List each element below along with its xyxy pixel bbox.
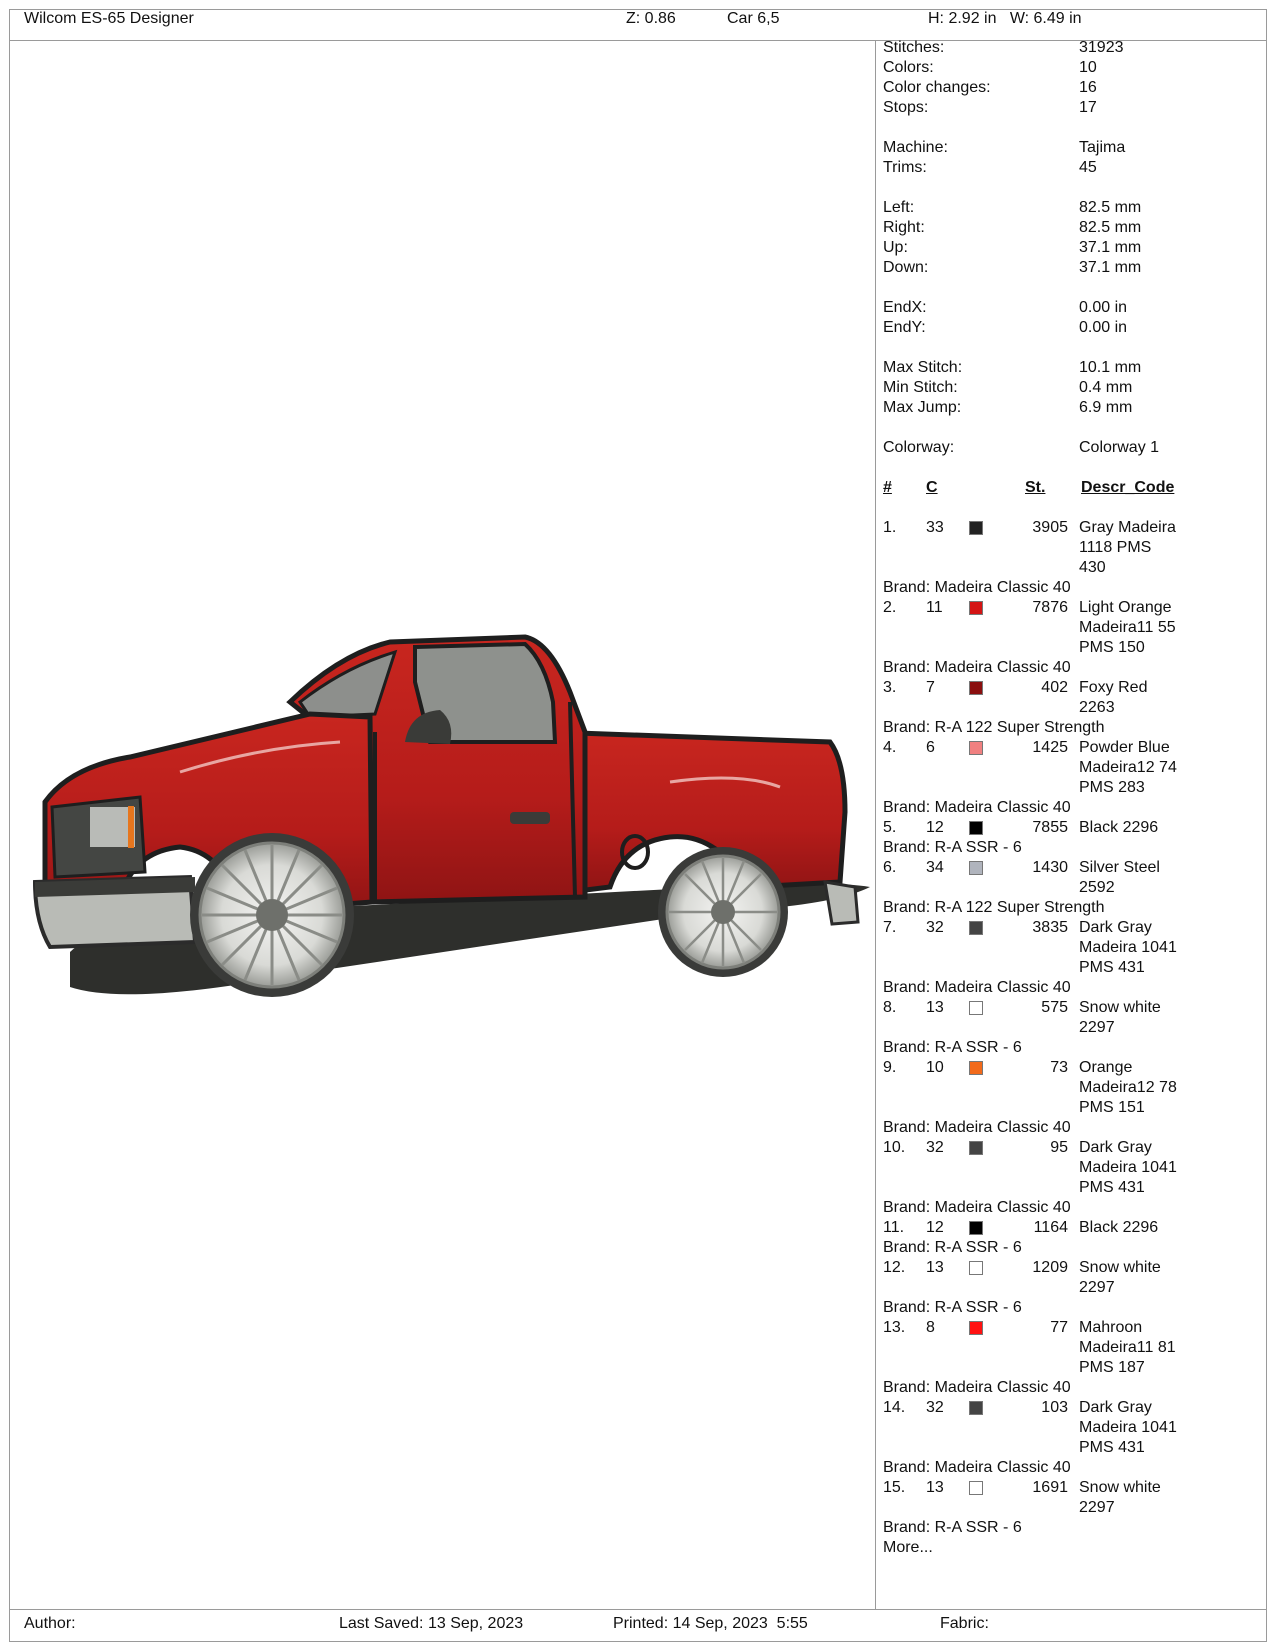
- color-changes-value: 16: [1079, 79, 1097, 96]
- rear-wheel: [658, 847, 788, 977]
- col-header-code: C: [926, 479, 938, 496]
- thread-description: 1118 PMS: [1079, 539, 1152, 556]
- max-stitch-label: Max Stitch:: [883, 359, 963, 376]
- thread-description: 2297: [1079, 1019, 1115, 1036]
- thread-brand: Brand: Madeira Classic 40: [883, 799, 1071, 816]
- thread-description: 2263: [1079, 699, 1115, 716]
- colors-label: Colors:: [883, 59, 934, 76]
- stitch-count: 3905: [1032, 519, 1068, 536]
- color-swatch: [969, 741, 983, 755]
- thread-description: Madeira 1041: [1079, 1419, 1177, 1436]
- thread-brand: Brand: Madeira Classic 40: [883, 579, 1071, 596]
- up-value: 37.1 mm: [1079, 239, 1142, 256]
- down-label: Down:: [883, 259, 929, 276]
- color-code: 12: [926, 819, 944, 836]
- color-code: 34: [926, 859, 944, 876]
- thread-description: PMS 150: [1079, 639, 1145, 656]
- stitch-count: 575: [1041, 999, 1068, 1016]
- stitch-count: 402: [1041, 679, 1068, 696]
- stops-label: Stops:: [883, 99, 929, 116]
- color-code: 6: [926, 739, 935, 756]
- machine-label: Machine:: [883, 139, 948, 156]
- thread-brand: Brand: R-A 122 Super Strength: [883, 719, 1105, 736]
- left-value: 82.5 mm: [1079, 199, 1142, 216]
- color-index: 6.: [883, 859, 897, 876]
- thread-description: Madeira11 81: [1079, 1339, 1176, 1356]
- thread-brand: Brand: Madeira Classic 40: [883, 979, 1071, 996]
- stitch-count: 1691: [1032, 1479, 1068, 1496]
- color-code: 11: [926, 599, 943, 616]
- fabric-label: Fabric:: [940, 1615, 989, 1632]
- color-code: 33: [926, 519, 944, 536]
- app-title: Wilcom ES-65 Designer: [24, 10, 194, 27]
- color-changes-label: Color changes:: [883, 79, 991, 96]
- color-code: 32: [926, 919, 944, 936]
- color-swatch: [969, 601, 983, 615]
- down-value: 37.1 mm: [1079, 259, 1142, 276]
- color-swatch: [969, 1221, 983, 1235]
- colorway-value: Colorway 1: [1079, 439, 1160, 456]
- color-code: 32: [926, 1399, 944, 1416]
- color-index: 4.: [883, 739, 897, 756]
- thread-brand: Brand: Madeira Classic 40: [883, 1119, 1071, 1136]
- stitch-count: 1425: [1032, 739, 1068, 756]
- machine-value: Tajima: [1079, 139, 1126, 156]
- thread-brand: Brand: R-A SSR - 6: [883, 1039, 1022, 1056]
- thread-description: Light Orange: [1079, 599, 1172, 616]
- thread-description: Madeira12 78: [1079, 1079, 1177, 1096]
- col-header-stitches: St.: [1025, 479, 1046, 496]
- col-header-num: #: [883, 479, 892, 496]
- color-index: 3.: [883, 679, 897, 696]
- trims-label: Trims:: [883, 159, 927, 176]
- design-name: Car 6,5: [727, 10, 780, 27]
- stitch-count: 7855: [1032, 819, 1068, 836]
- color-code: 7: [926, 679, 935, 696]
- up-label: Up:: [883, 239, 908, 256]
- thread-brand: Brand: Madeira Classic 40: [883, 659, 1071, 676]
- color-index: 12.: [883, 1259, 906, 1276]
- stitch-count: 95: [1050, 1139, 1068, 1156]
- max-jump-label: Max Jump:: [883, 399, 962, 416]
- thread-description: PMS 151: [1079, 1099, 1145, 1116]
- thread-description: Orange: [1079, 1059, 1133, 1076]
- endy-label: EndY:: [883, 319, 926, 336]
- stops-value: 17: [1079, 99, 1097, 116]
- color-code: 8: [926, 1319, 935, 1336]
- stitch-count: 1209: [1032, 1259, 1068, 1276]
- thread-description: Dark Gray: [1079, 1399, 1152, 1416]
- thread-description: Gray Madeira: [1079, 519, 1176, 536]
- stitch-count: 3835: [1032, 919, 1068, 936]
- color-index: 14.: [883, 1399, 906, 1416]
- min-stitch-value: 0.4 mm: [1079, 379, 1133, 396]
- color-swatch: [969, 1321, 983, 1335]
- thread-brand: Brand: R-A 122 Super Strength: [883, 899, 1105, 916]
- thread-description: PMS 283: [1079, 779, 1145, 796]
- color-swatch: [969, 861, 983, 875]
- thread-brand: Brand: R-A SSR - 6: [883, 839, 1022, 856]
- color-swatch: [969, 1141, 983, 1155]
- right-label: Right:: [883, 219, 925, 236]
- endy-value: 0.00 in: [1079, 319, 1128, 336]
- thread-description: 2297: [1079, 1499, 1115, 1516]
- stitches-label: Stitches:: [883, 39, 945, 56]
- color-index: 1.: [883, 519, 897, 536]
- thread-description: PMS 187: [1079, 1359, 1145, 1376]
- thread-description: Powder Blue: [1079, 739, 1170, 756]
- col-header-descr: Descr_Code: [1081, 479, 1175, 496]
- thread-description: Dark Gray: [1079, 919, 1152, 936]
- thread-description: Mahroon: [1079, 1319, 1143, 1336]
- max-stitch-value: 10.1 mm: [1079, 359, 1142, 376]
- color-swatch: [969, 521, 983, 535]
- stitch-count: 1164: [1033, 1219, 1068, 1236]
- color-swatch: [969, 1061, 983, 1075]
- thread-description: Madeira 1041: [1079, 1159, 1177, 1176]
- thread-description: Madeira12 74: [1079, 759, 1177, 776]
- truck-illustration: [35, 637, 870, 997]
- author-label: Author:: [24, 1615, 76, 1632]
- color-swatch: [969, 921, 983, 935]
- color-index: 10.: [883, 1139, 906, 1156]
- thread-description: Dark Gray: [1079, 1139, 1152, 1156]
- right-value: 82.5 mm: [1079, 219, 1142, 236]
- color-swatch: [969, 1401, 983, 1415]
- color-index: 8.: [883, 999, 897, 1016]
- color-swatch: [969, 1261, 983, 1275]
- color-swatch: [969, 681, 983, 695]
- stitch-count: 7876: [1032, 599, 1068, 616]
- stitch-count: 1430: [1032, 859, 1068, 876]
- thread-description: 2297: [1079, 1279, 1115, 1296]
- colorway-label: Colorway:: [883, 439, 955, 456]
- thread-brand: Brand: Madeira Classic 40: [883, 1199, 1071, 1216]
- more-link: More...: [883, 1539, 933, 1556]
- thread-description: PMS 431: [1079, 1179, 1145, 1196]
- panel-divider: [875, 41, 876, 1609]
- thread-description: Snow white: [1079, 1479, 1161, 1496]
- printed-date: Printed: 14 Sep, 2023 5:55: [613, 1615, 808, 1632]
- thread-brand: Brand: R-A SSR - 6: [883, 1239, 1022, 1256]
- last-saved: Last Saved: 13 Sep, 2023: [339, 1615, 524, 1632]
- color-index: 13.: [883, 1319, 906, 1336]
- color-index: 2.: [883, 599, 897, 616]
- zoom-level: Z: 0.86: [626, 10, 676, 27]
- color-swatch: [969, 821, 983, 835]
- thread-description: 430: [1079, 559, 1106, 576]
- color-code: 12: [926, 1219, 944, 1236]
- design-preview: [10, 42, 874, 1608]
- stitches-value: 31923: [1079, 39, 1124, 56]
- max-jump-value: 6.9 mm: [1079, 399, 1133, 416]
- thread-description: 2592: [1079, 879, 1115, 896]
- color-code: 13: [926, 1259, 944, 1276]
- thread-description: Black 2296: [1079, 1219, 1159, 1236]
- stitch-count: 73: [1050, 1059, 1068, 1076]
- thread-description: PMS 431: [1079, 1439, 1145, 1456]
- color-index: 9.: [883, 1059, 897, 1076]
- front-wheel: [190, 833, 354, 997]
- thread-description: PMS 431: [1079, 959, 1145, 976]
- min-stitch-label: Min Stitch:: [883, 379, 958, 396]
- color-swatch: [969, 1481, 983, 1495]
- thread-brand: Brand: Madeira Classic 40: [883, 1459, 1071, 1476]
- thread-brand: Brand: Madeira Classic 40: [883, 1379, 1071, 1396]
- color-index: 15.: [883, 1479, 906, 1496]
- color-index: 5.: [883, 819, 897, 836]
- trims-value: 45: [1079, 159, 1097, 176]
- color-code: 13: [926, 999, 944, 1016]
- color-code: 32: [926, 1139, 944, 1156]
- thread-description: Silver Steel: [1079, 859, 1160, 876]
- color-swatch: [969, 1001, 983, 1015]
- thread-brand: Brand: R-A SSR - 6: [883, 1519, 1022, 1536]
- endx-value: 0.00 in: [1079, 299, 1128, 316]
- thread-description: Madeira11 55: [1079, 619, 1176, 636]
- thread-brand: Brand: R-A SSR - 6: [883, 1299, 1022, 1316]
- thread-description: Foxy Red: [1079, 679, 1148, 696]
- thread-description: Black 2296: [1079, 819, 1159, 836]
- design-dimensions: H: 2.92 in W: 6.49 in: [928, 10, 1082, 27]
- endx-label: EndX:: [883, 299, 927, 316]
- left-label: Left:: [883, 199, 915, 216]
- thread-description: Snow white: [1079, 999, 1161, 1016]
- colors-value: 10: [1079, 59, 1097, 76]
- color-code: 13: [926, 1479, 944, 1496]
- color-index: 7.: [883, 919, 897, 936]
- stitch-count: 103: [1041, 1399, 1068, 1416]
- thread-description: Madeira 1041: [1079, 939, 1177, 956]
- color-index: 11.: [883, 1219, 905, 1236]
- color-code: 10: [926, 1059, 944, 1076]
- thread-description: Snow white: [1079, 1259, 1161, 1276]
- stitch-count: 77: [1050, 1319, 1068, 1336]
